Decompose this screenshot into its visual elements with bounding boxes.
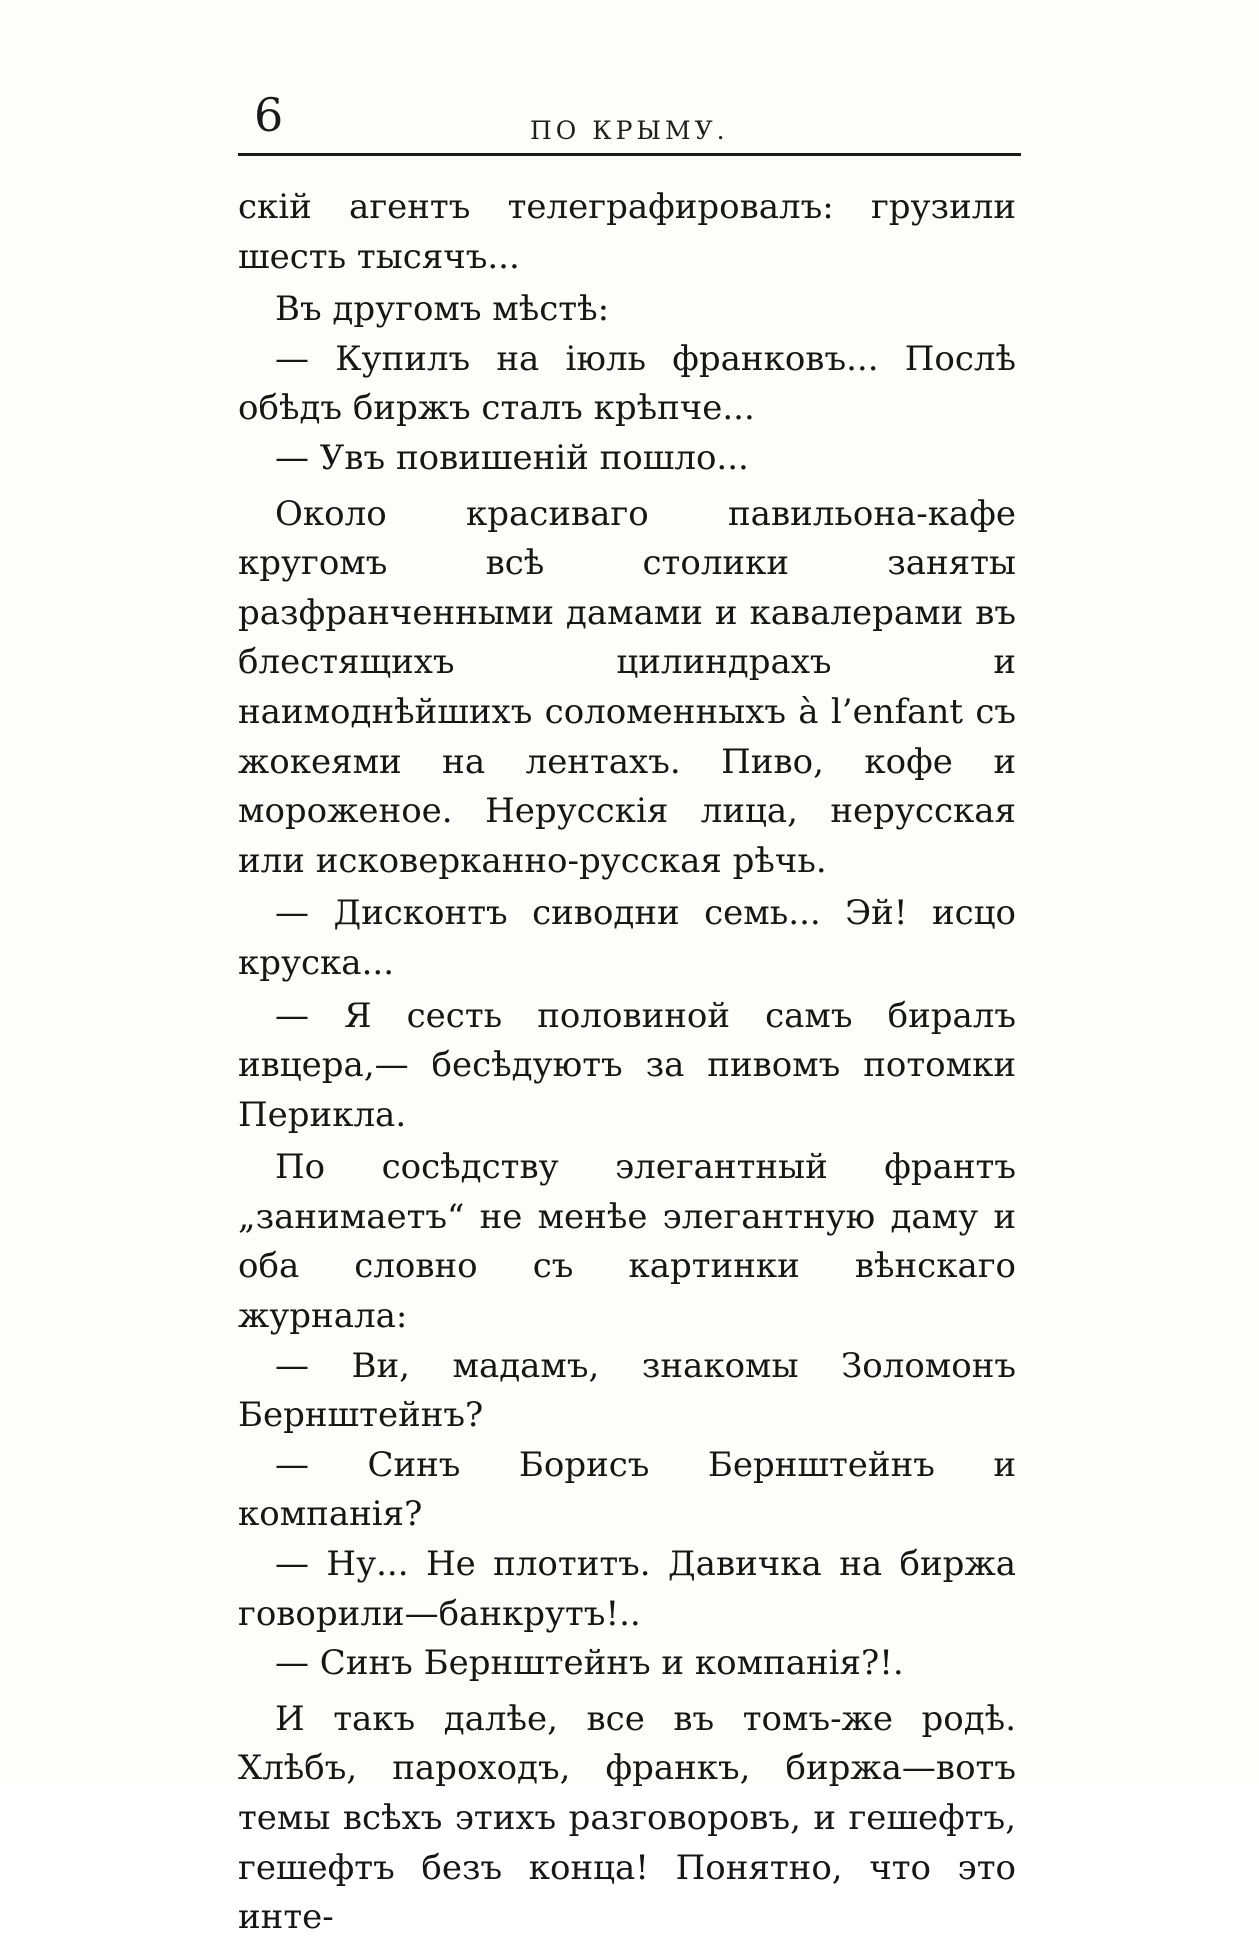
dialogue-line: — Купилъ на іюль франковъ... Послѣ обѣдъ биржъ сталъ крѣпче... <box>238 338 1016 429</box>
dialogue-line: — Ну... Не плотитъ. Давичка на биржа говорили—банкрутъ!.. <box>238 1544 1016 1634</box>
paragraph: скій агентъ телеграфировалъ: грузили шесть тысячъ... <box>238 187 1016 277</box>
dialogue-line: — Ви, мадамъ, знакомы Золомонъ Бернштейнъ? <box>238 1345 1016 1436</box>
paragraph: По сосѣдству элегантный франтъ „занимаетъ“ не менѣе элегантную даму и оба словно съ картинки вѣнскаго журнала: <box>238 1147 1016 1337</box>
dialogue-line: — Синъ Бернштейнъ и компанія?!. <box>275 1643 904 1684</box>
paragraph: Около красиваго павильона-кафе кругомъ всѣ столики заняты разфранченными дамами и кавалерами въ блестящихъ цилиндрахъ и наимоднѣйшихъ соломенныхъ à l’enfant съ жокеями на лентахъ. Пиво, кофе и мороженое. Нерусскія лица, нерусская или исковерканно-русская рѣчь. <box>238 493 1016 881</box>
dialogue-line: — Дисконтъ сиводни семь... Эй! исцо круска... <box>238 893 1016 983</box>
dialogue-line: — Увъ повишеній пошло... <box>275 437 749 478</box>
page-number: 6 <box>254 88 284 142</box>
header-rule <box>238 153 1021 156</box>
dialogue-line: — Я сесть половиной самъ биралъ ивцера,— бесѣдуютъ за пивомъ потомки Перикла. <box>238 995 1016 1135</box>
paragraph: Въ другомъ мѣстѣ: <box>275 289 610 330</box>
body-text <box>238 183 1016 1943</box>
running-title: ПО КРЫМУ. <box>530 116 729 145</box>
dialogue-line: — Синъ Борисъ Бернштейнъ и компанія? <box>238 1444 1016 1535</box>
paragraph: И такъ далѣе, все въ томъ-же родѣ. Хлѣбъ, пароходъ, франкъ, биржа—вотъ темы всѣхъ этихъ разговоровъ, и гешефтъ, гешефтъ безъ конца! Понятно, что это инте- <box>238 1698 1016 1938</box>
